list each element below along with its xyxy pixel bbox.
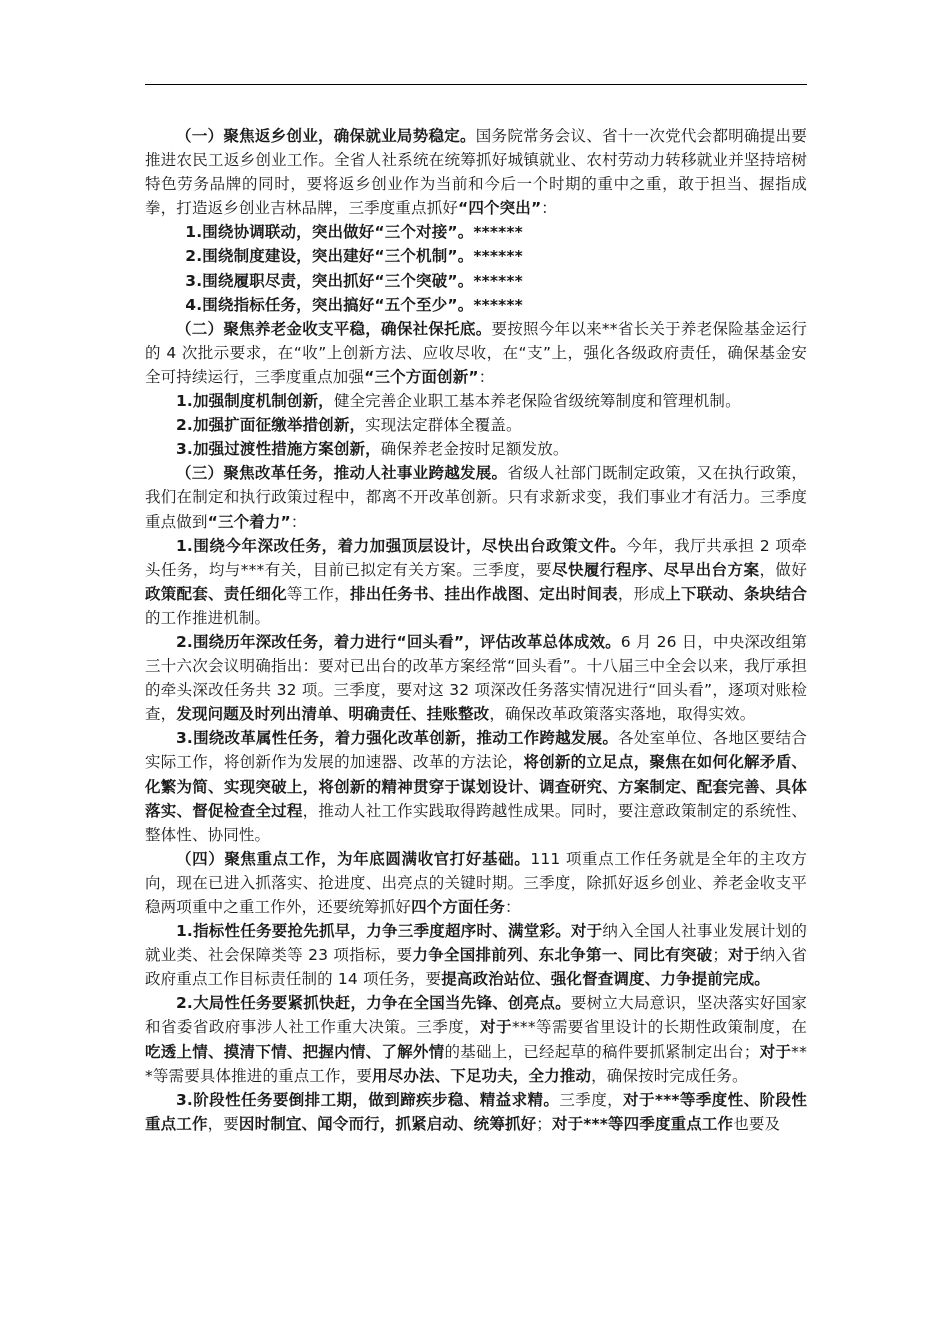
text-run: 纳入全国人社事业发展计划的就业类、社会保障类等 23 项指标，要 [145,922,808,965]
bold-text: 因时制宜、闻令而行，抓紧启动、统筹抓好 [238,1114,537,1133]
list-item [145,413,807,437]
text-run: 省级人社部门既制定政策，又在执行政策，我们在制定和执行政策过程中，都离不开改革创新。只有求新求变，我们事业才有活力。三季度重点做到 [145,464,807,531]
text-run: 国务院常务会议、省十一次党代会都明确提出要推进农民工返乡创业工作。全省人社系统在统筹抓好城镇就业、农村劳动力转移就业并坚持培树特色劳务品牌的同时，要将返乡创业作为当前和今后一个时期的重中之重，敢于担当、握指成拳，打造返乡创业吉林品牌，三季度重点抓好 [145,127,807,218]
text-run: 也要及 [733,1114,781,1133]
header-rule [145,84,807,85]
bold-text: 4.围绕指标任务，突出搞好“五个至少”。****** [185,295,523,314]
paragraph [145,317,807,389]
bold-text: 对于 [480,1018,513,1037]
text-run: ： [504,898,521,916]
text-run: ： [541,199,557,218]
text-run: ； [536,1114,552,1133]
list-item [145,244,807,268]
text-run: ，做好 [759,560,808,579]
text-run: 各处室单位、各地区要结合实际工作，将创新作为发展的加速器、改革的方法论， [145,729,807,772]
paragraph [145,847,807,919]
text-run: ，形成 [617,584,666,603]
paragraph [145,461,807,533]
bold-text: 2.围绕历年深改任务，着力进行“回头看”，评估改革总体成效。 [176,632,621,651]
bold-text: 对于***等季度性、阶段性重点工作 [145,1090,807,1133]
list-item [145,389,807,413]
bold-text: “四个突出” [458,199,542,218]
bold-text: 用尽办法、下足功夫，全力推动 [372,1066,592,1085]
list-item [145,220,807,244]
text-run: 健全完善企业职工基本养老保险省级统筹制度和管理机制。 [333,392,741,411]
bold-text: 将创新的立足点，聚焦在如何化解矛盾、化繁为简、实现突破上，将创新的精神贯穿于谋划设计、调查研究、方案制定、配套完善、具体落实、督促检查全过程 [145,753,808,820]
bold-text: 四个方面任务 [411,898,505,916]
bold-text: 力争全国排前列、东北争第一、同比有突破 [412,946,713,965]
bold-text: 2.加强扩面征缴举措创新， [176,416,366,435]
bold-text: 对于 [728,946,760,965]
paragraph [145,726,807,846]
bold-text: “三个着力” [207,512,291,531]
paragraph [145,534,807,630]
bold-text: 对于 [759,1042,792,1061]
text-run: ： [290,512,307,531]
text-run: 纳入省政府重点工作目标责任制的 14 项任务，要 [145,946,807,989]
bold-text: 对于***等四季度重点工作 [551,1114,734,1133]
bold-text: 发现问题及时列出清单、明确责任、挂账整改 [176,705,490,724]
bold-text: 上下联动、条块结合 [665,584,807,603]
bold-text: 尽快履行程序、尽早出台方案 [551,560,760,579]
bold-text: 1.指标性任务要抢先抓早，力争三季度超序时、满堂彩。对于 [176,922,603,941]
list-item [145,293,807,317]
text-run: 的工作推进机制。 [145,608,271,627]
text-run: 确保养老金按时足额发放。 [380,440,569,459]
text-run: ，确保按时完成任务。 [591,1066,748,1085]
text-run: ： [478,367,495,386]
bold-text: 3.阶段性任务要倒排工期，做到蹄疾步稳、精益求精。 [176,1090,560,1109]
list-item [145,269,807,293]
text-run: 今年，我厅共承担 2 项牵头任务，均与***有关，目前已拟定有关方案。三季度，要 [145,536,807,579]
text-run: ，确保改革政策落实落地，取得实效。 [489,705,756,724]
bold-text: （一）聚焦返乡创业，确保就业局势稳定。 [176,127,476,145]
text-run: 实现法定群体全覆盖。 [365,416,522,435]
bold-text: （三）聚焦改革任务，推动人社事业跨越发展。 [176,464,508,483]
bold-text: 3.围绕改革属性任务，着力强化改革创新，推动工作跨越发展。 [176,729,619,748]
text-run: ，要 [207,1114,239,1133]
bold-text: （四）聚焦重点工作，为年底圆满收官打好基础。 [176,849,531,868]
bold-text: 2.大局性任务要紧抓快赶，力争在全国当先锋、创亮点。 [176,994,571,1013]
document-body [145,124,807,1136]
text-run: 6 月 26 日，中央深改组第三十六次会议明确指出：要对已出台的改革方案经常“回头看”。十八届三中全会以来，我厅承担的牵头深改任务共 32 项。三季度，要对这 32 项深改任务落实情况进行“回头看”，逐项对账检查， [145,632,807,724]
bold-text: 排出任务书、挂出作战图、定出时间表 [349,584,618,603]
paragraph [145,630,807,726]
bold-text: 提高政治站位、强化督查调度、力争提前完成。 [441,970,770,989]
bold-text: “三个方面创新” [364,367,479,386]
text-run: ，推动人社工作实践取得跨越性成果。同时，要注意政策制定的系统性、整体性、协同性。 [145,801,807,844]
text-run: ***等需要具体推进的重点工作，要 [145,1042,807,1085]
bold-text: 吃透上情、摸清下情、把握内情、了解外情 [145,1042,445,1061]
bold-text: （二）聚焦养老金收支平稳，确保社保托底。 [176,319,492,338]
bold-text: 1.围绕今年深改任务，着力加强顶层设计，尽快出台政策文件。 [176,536,627,555]
text-run: 等工作， [286,584,350,603]
bold-text: 3.加强过渡性措施方案创新， [176,440,381,459]
text-run: 要按照今年以来**省长关于养老保险基金运行的 4 次批示要求，在“收”上创新方法、应收尽收，在“支”上，强化各级政府责任，确保基金安全可持续运行，三季度重点加强 [145,319,807,386]
text-run: 111 项重点工作任务就是全年的主攻方向，现在已进入抓落实、抢进度、出亮点的关键时期。三季度，除抓好返乡创业、养老金收支平稳两项重中之重工作外，还要统筹抓好 [145,849,807,916]
text-run: 三季度， [559,1090,624,1109]
text-run: ***等需要省里设计的长期性政策制度，在 [512,1018,807,1037]
text-run: 的基础上，已经起草的稿件要抓紧制定出台； [444,1042,760,1061]
paragraph [145,124,807,220]
list-item [145,437,807,461]
paragraph [145,919,807,991]
bold-text: 1.加强制度机制创新， [176,392,334,411]
bold-text: 3.围绕履职尽责，突出抓好“三个突破”。****** [185,271,523,290]
text-run: ； [712,946,729,965]
bold-text: 1.围绕协调联动，突出做好“三个对接”。****** [185,223,523,242]
text-run: 要树立大局意识，坚决落实好国家和省委省政府事涉人社工作重大决策。三季度， [145,994,807,1037]
paragraph [145,1088,807,1136]
paragraph [145,991,807,1087]
bold-text: 2.围绕制度建设，突出建好“三个机制”。****** [185,247,523,266]
bold-text: 政策配套、责任细化 [145,584,287,603]
